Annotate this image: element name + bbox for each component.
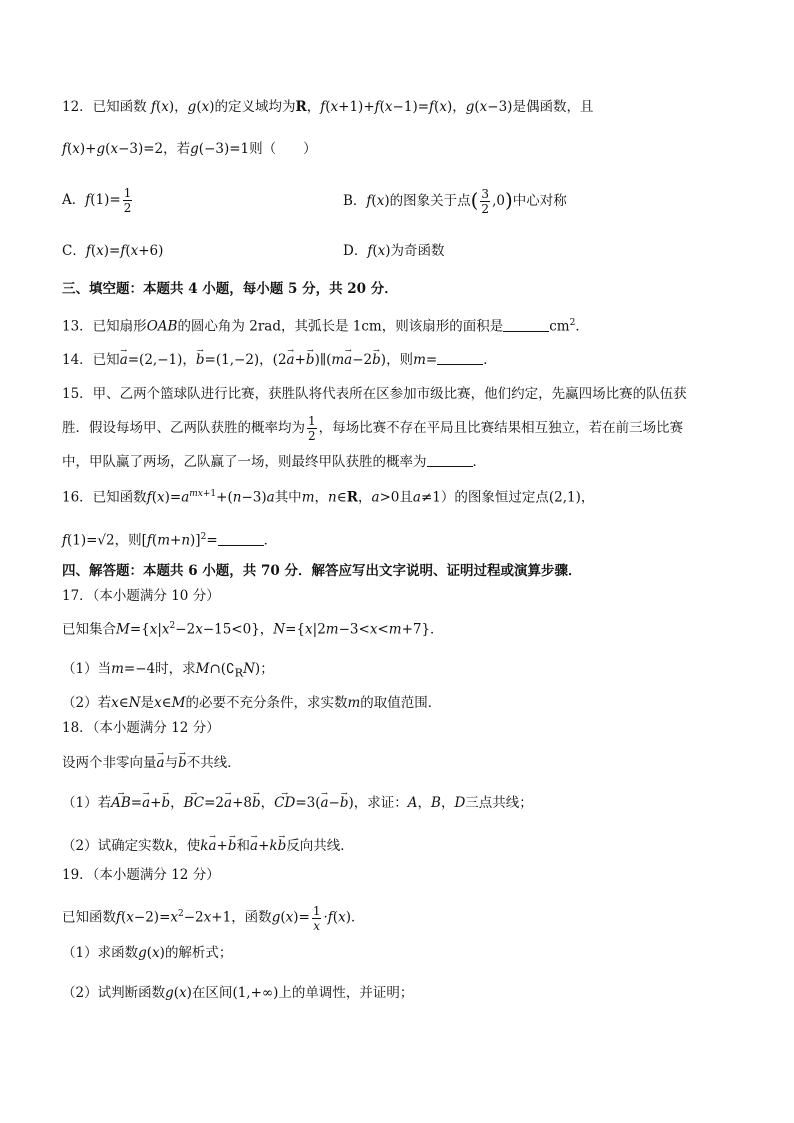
q19-heading: 19．（本小题满分 12 分） <box>62 867 220 883</box>
q19-p1-text-b: 的解析式； <box>164 945 233 961</box>
q15-line1: 15．甲、乙两个篮球队进行比赛，获胜队将代表所在区参加市级比赛，他们约定，先赢四场比赛的队伍获 <box>62 386 687 402</box>
q16-text-b: 其中 <box>274 489 302 506</box>
section-3-heading: 三、填空题：本题共 4 小题，每小题 5 分，共 20 分． <box>62 281 398 297</box>
q13-text: 13．已知扇形 <box>62 318 147 335</box>
q18-text-c: 不共线． <box>186 755 241 771</box>
q12-text-b: 的定义域均为 <box>214 99 296 115</box>
q14-text-b: ，则 <box>386 352 414 368</box>
q15-text-c: 中，甲队赢了两场，乙队赢了一场，则最终甲队获胜的概率为 <box>62 454 427 470</box>
option-b-end: 中心对称 <box>512 193 567 209</box>
q12-text-d: ，若 <box>163 141 191 157</box>
q16-text-c: 且 <box>399 489 413 506</box>
q17-p1-text-b: 时，求 <box>155 661 196 677</box>
q14: 14．已知a →=(2,−1)，b →=(1,−2)，(2a →+b →)∥(ma →−2b →)，则m= ． <box>62 350 497 370</box>
q18-heading: 18．（本小题满分 12 分） <box>62 720 220 736</box>
q18-text: 设两个非零向量 <box>62 755 157 771</box>
q15-text-b: ，每场比赛不存在平局且比赛结果相互独立，若在前三场比赛 <box>318 420 684 436</box>
q12-option-c: C．f(x)=f(x+6) <box>62 243 164 259</box>
q19-stem: 已知函数$f(x-2)=x^2-2x+1$，函数g(x)= $\frac{1}{x}$ ·f(x)． <box>62 903 365 933</box>
option-a-label: A． <box>62 192 86 208</box>
q19-p1-text: （1）求函数 <box>62 945 139 961</box>
q16-text-d: ）的图象恒过定点 <box>440 489 549 506</box>
q18-p2-text-b: ，使 <box>173 838 201 854</box>
q18-text-b: 与 <box>164 755 179 771</box>
q17-text: 已知集合 <box>62 621 116 638</box>
option-d-label: D． <box>343 243 368 259</box>
answer-blank <box>503 317 549 332</box>
answer-blank <box>427 452 473 467</box>
q18-p2-text-c: 和 <box>236 838 250 854</box>
q13-text-b: 的圆心角为 2rad，其弧长是 1cm，则该扇形的面积是 <box>177 318 504 335</box>
q18-p2-text-d: 反向共线． <box>286 838 354 854</box>
q13: 13．已知扇形OAB的圆心角为 2rad，其弧长是 1cm，则该扇形的面积是 $cm^2$． <box>62 318 589 335</box>
q17-p2-text-b: 是 <box>140 695 155 711</box>
q19-part2: （2）试判断函数g(x)在区间(1,+∞)上的单调性，并证明； <box>62 985 414 1001</box>
q15-text-a: 胜．假设每场甲、乙两队获胜的概率均为 <box>62 420 305 436</box>
q18-p2-text: （2）试确定实数 <box>62 838 166 854</box>
q18-part2: （2）试确定实数k，使ka →+b →和a →+kb →反向共线． <box>62 836 354 856</box>
q17-stem: 已知集合$M=\{x|x^2-2x-15<0\}$，N={x|2m−3<x<m+7}． <box>62 621 444 638</box>
q12-option-a: A．f(1)= $\frac{1}{2}$ <box>62 186 132 215</box>
answer-blank <box>437 350 483 365</box>
q15-line3: 中，甲队赢了两场，乙队赢了一场，则最终甲队获胜的概率为 ． <box>62 454 486 470</box>
q16-line2: f(1)=√2，则$[f(m+n)]^2=$ ． <box>62 532 278 549</box>
q19-part1: （1）求函数g(x)的解析式； <box>62 945 233 961</box>
q17-p2-text: （2）若 <box>62 695 112 711</box>
q17-p2-text-d: 的取值范围． <box>360 695 442 711</box>
q19-text: 已知函数 <box>62 909 116 926</box>
q15-line2: 胜．假设每场甲、乙两队获胜的概率均为 $\frac{1}{2}$ ，每场比赛不存在平局且比赛结果相互独立，若在前三场比赛 <box>62 414 684 443</box>
q18-part1: （1）若AB →=a →+b →，BC →=2a →+8b →，CD →=3(a →−b →)，求证：A，B，D三点共线； <box>62 793 533 813</box>
q13-unit: cm <box>549 318 570 335</box>
q12-text-c: 是偶函数，且 <box>512 99 594 115</box>
option-b-text: 的图象关于点 <box>389 193 471 209</box>
option-d-text: 为奇函数 <box>390 243 445 259</box>
q18-stem: 设两个非零向量a →与b →不共线． <box>62 753 241 773</box>
option-c-label: C． <box>62 243 86 259</box>
q18-p1-text-c: 三点共线； <box>465 795 533 811</box>
q19-text-b: ，函数 <box>231 909 272 926</box>
q16-text-e: ，则 <box>114 532 142 549</box>
q19-p2-text: （2）试判断函数 <box>62 985 166 1001</box>
q18-p1-text-b: ，求证： <box>353 795 408 811</box>
q12-option-d: D．f(x)为奇函数 <box>343 243 445 259</box>
q16-text-a: 16．已知函数 <box>62 489 147 506</box>
q16-line1: 16．已知函数$f(x)=a^{mx+1}+(n-3)a$其中m，n∈R，a>0且a≠1）的图象恒过定点(2,1)， <box>62 489 595 506</box>
q12-option-b: B．f(x)的图象关于点( $\frac{3}{2}$ ,0)中心对称 <box>343 187 567 216</box>
option-b-label: B． <box>343 193 367 209</box>
q12-text: 12．已知函数 <box>62 99 147 115</box>
q19-p2-text-c: 上的单调性，并证明； <box>278 985 414 1001</box>
q19-p2-text-b: 在区间 <box>191 985 233 1001</box>
answer-blank <box>218 531 264 546</box>
q18-p1-text: （1）若 <box>62 795 112 811</box>
section-4-heading: 四、解答题：本题共 6 小题，共 70 分．解答应写出文字说明、证明过程或演算步骤． <box>62 563 582 579</box>
q12-line2: f(x)+g(x−3)=2，若g(−3)=1则（ ） <box>62 141 317 157</box>
q12-line1: 12．已知函数 f(x)，g(x)的定义域均为R，f(x+1)+f(x−1)=f(x)，g(x−3)是偶函数，且 <box>62 99 594 115</box>
q17-part2: （2）若x∈N是x∈M的必要不充分条件，求实数m的取值范围． <box>62 695 442 711</box>
q17-part1: （1）当m=−4时，求$M\cap(∁_RN)$； <box>62 661 274 680</box>
q14-text: 14．已知 <box>62 352 120 368</box>
q12-text-e: 则（ ） <box>249 141 317 157</box>
q17-heading: 17．（本小题满分 10 分） <box>62 588 220 604</box>
q17-p1-text: （1）当 <box>62 661 112 677</box>
q17-p2-text-c: 的必要不充分条件，求实数 <box>185 695 348 711</box>
